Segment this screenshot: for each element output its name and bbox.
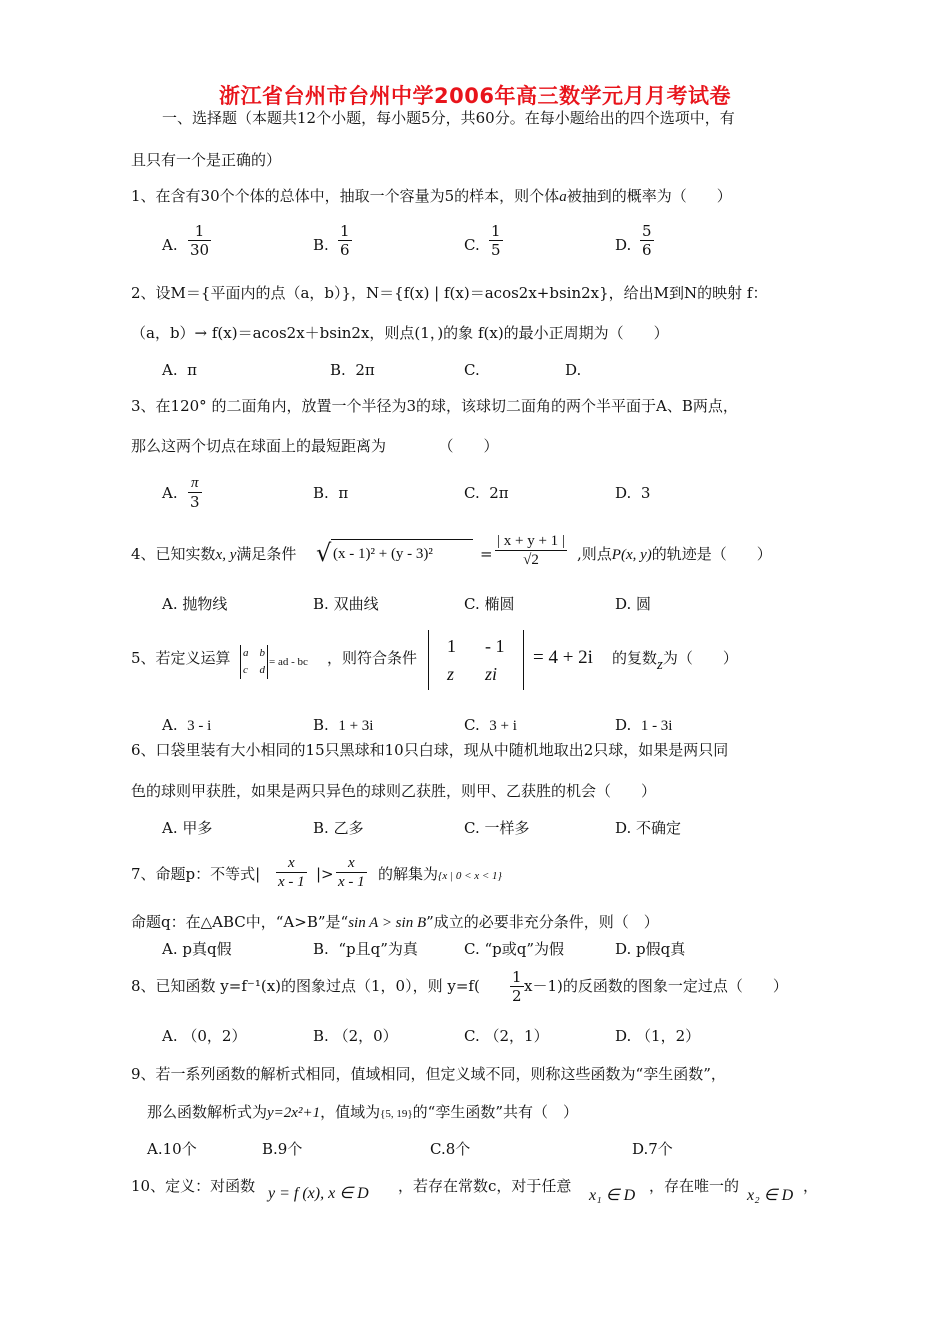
- option-value: 8个: [445, 1140, 471, 1158]
- question-2-line2: （a，b）→ f(x)＝acos2x＋bsin2x，则点(1，)的象 f(x)的最小正周期为（ ）: [131, 324, 669, 342]
- q9-line2a: 那么函数解析式为: [147, 1103, 268, 1121]
- q1-option-c-fraction: [489, 222, 503, 259]
- q2-option-d: [565, 360, 581, 380]
- option-label: D.: [615, 1027, 632, 1045]
- q5-option-c: [464, 715, 517, 736]
- option-label: B.: [313, 716, 329, 734]
- section-heading-line2: 且只有一个是正确的）: [131, 151, 282, 169]
- q7-mid: [378, 864, 502, 884]
- option-label: B.: [313, 819, 329, 837]
- q9-option-b: [262, 1139, 302, 1159]
- q3-option-b: [313, 483, 348, 503]
- option-value: （2，1）: [484, 1027, 549, 1045]
- option-value: 抛物线: [182, 595, 228, 613]
- option-label: D.: [615, 484, 632, 502]
- q4-option-b: [313, 594, 379, 614]
- q4-tail: [577, 544, 772, 565]
- option-value: 3 - i: [187, 718, 212, 734]
- option-value: 10个: [162, 1140, 197, 1158]
- option-label: C.: [464, 361, 480, 379]
- q1-option-a-fraction: [188, 222, 211, 259]
- option-value: （2，0）: [333, 1027, 398, 1045]
- q8-option-a: [162, 1026, 246, 1046]
- q3-option-a-fraction: [188, 474, 202, 511]
- q6-option-d: [615, 818, 681, 838]
- option-label: A.: [162, 940, 178, 958]
- option-value: 3 + i: [489, 718, 517, 734]
- q5-rhs: = 4 + 2i: [533, 647, 593, 668]
- q10-x1: x₁ ∈ D: [589, 1187, 636, 1204]
- option-label: C.: [464, 1027, 480, 1045]
- q5-prefix: 5、若定义运算: [131, 649, 231, 667]
- q5-tail: [612, 648, 738, 673]
- q4-fraction: [495, 532, 567, 569]
- q4-option-c: [464, 594, 515, 614]
- q7-line2b: ”成立的必要非充分条件，则（ ）: [426, 913, 659, 931]
- question-6-line2: 色的球则甲获胜，如果是两只异色的球则乙获胜，则甲、乙获胜的机会（ ）: [131, 782, 657, 800]
- fraction-numerator: 1: [340, 222, 350, 240]
- q3-option-d: [615, 483, 650, 503]
- option-label: D.: [565, 361, 582, 379]
- q8-option-b: [313, 1026, 398, 1046]
- option-value: 甲多: [182, 819, 213, 837]
- fraction-denominator: 2: [512, 987, 522, 1005]
- q6-option-c: [464, 818, 530, 838]
- q8-tail: x－1)的反函数的图象一定过点（ ）: [524, 977, 788, 995]
- fraction-denominator: x - 1: [278, 874, 305, 890]
- option-label: B.: [262, 1140, 278, 1158]
- q10-func: y = f (x), x ∈ D: [268, 1185, 369, 1202]
- option-value: 9个: [277, 1140, 303, 1158]
- q5-option-b: [313, 715, 373, 736]
- option-label: C.: [464, 819, 480, 837]
- option-value: π: [187, 361, 198, 379]
- fraction-denominator: 5: [491, 241, 501, 259]
- q1-option-c-label: C.: [464, 236, 480, 254]
- q9-option-a: [147, 1139, 197, 1159]
- q5-option-a: [162, 715, 211, 736]
- option-label: D.: [615, 940, 632, 958]
- q1-option-d-label: D.: [615, 236, 632, 254]
- option-label: C.: [430, 1140, 446, 1158]
- q7-line2m: sin A > sin B: [348, 915, 427, 931]
- option-label: B.: [330, 361, 346, 379]
- option-label: A.: [162, 595, 178, 613]
- q7-fraction-2: [336, 854, 367, 891]
- sqrt-overline: [331, 539, 473, 540]
- q5-tail1: 的复数: [612, 649, 658, 667]
- q1-option-b-fraction: [338, 222, 352, 259]
- q7-mid-text: 的解集为: [378, 865, 439, 883]
- det-cell: c: [243, 664, 248, 676]
- fraction-denominator: 6: [340, 241, 350, 259]
- option-value: 乙多: [333, 819, 364, 837]
- q5-small-determinant: [240, 645, 268, 679]
- fraction-numerator: x: [347, 855, 355, 871]
- fraction-denominator: 30: [190, 241, 210, 259]
- q7-option-a: [162, 939, 232, 959]
- q9-line2b: ，值域为: [320, 1103, 381, 1121]
- q6-option-b: [313, 818, 364, 838]
- option-value: 2π: [489, 484, 509, 502]
- option-value: p假q真: [636, 940, 686, 958]
- q7-option-c: [464, 939, 564, 959]
- question-2-line1: 2、设M＝{平面内的点（a，b）}，N＝{f(x) | f(x)＝acos2x+bsin2x}，给出M到N的映射 f：: [131, 284, 768, 302]
- q7-operator: |>: [316, 865, 334, 883]
- fraction-denominator: x - 1: [338, 874, 365, 890]
- q5-tail2: 为（ ）: [662, 649, 738, 667]
- q2-option-c: [464, 360, 480, 380]
- option-label: B.: [313, 940, 329, 958]
- q3-option-c: [464, 483, 509, 503]
- option-label: A.: [162, 819, 178, 837]
- q4-prefix-text: 4、已知实数: [131, 545, 216, 563]
- option-value: 一样多: [484, 819, 530, 837]
- q4-point: P(x, y): [611, 547, 652, 563]
- q7-fraction-1: [276, 854, 307, 891]
- det-cell: - 1: [485, 636, 505, 656]
- option-value: “p或q”为假: [484, 940, 565, 958]
- fraction-denominator: √2: [523, 552, 539, 568]
- q5-small-eq: = ad - bc: [269, 656, 308, 668]
- option-value: 3: [640, 484, 651, 502]
- fraction-numerator: 1: [194, 222, 205, 240]
- q10-prefix: 10、定义：对函数: [131, 1177, 256, 1195]
- q8-option-c: [464, 1026, 549, 1046]
- det-cell: b: [259, 647, 265, 659]
- question-6-line1: 6、口袋里装有大小相同的15只黑球和10只白球，现从中随机地取出2只球，如果是两只同: [131, 741, 729, 759]
- q1-var: a: [559, 189, 567, 205]
- q5-mid: ，则符合条件: [327, 649, 418, 667]
- q4-tail-text: 的轨迹是（ ）: [651, 545, 772, 563]
- q2-option-a: [162, 360, 197, 380]
- q2-option-b: [330, 360, 375, 380]
- det-cell: 1: [447, 636, 456, 656]
- q10-end: ，: [803, 1177, 819, 1195]
- option-label: C.: [464, 595, 480, 613]
- option-label: B.: [313, 484, 329, 502]
- fraction-numerator: 1: [491, 222, 501, 240]
- option-label: A.: [162, 716, 178, 734]
- option-value: 不确定: [636, 819, 682, 837]
- q7-option-b: [313, 939, 418, 959]
- question-9-line1: 9、若一系列函数的解析式相同，值域相同，但定义域不同，则称这些函数为“孪生函数”，: [131, 1065, 726, 1083]
- q1-option-a-label: A.: [162, 236, 178, 254]
- option-label: D.: [615, 595, 632, 613]
- q4-equals: =: [480, 545, 493, 563]
- option-label: C.: [464, 940, 480, 958]
- q7-prefix: 7、命题p：不等式|: [131, 865, 261, 883]
- q10-x2: x₂ ∈ D: [747, 1187, 794, 1204]
- option-label: D.: [615, 716, 632, 734]
- q5-option-d: [615, 715, 672, 736]
- det-cell: zi: [485, 664, 498, 684]
- q10-mid2: ，存在唯一的: [649, 1177, 740, 1195]
- option-label: C.: [464, 484, 480, 502]
- q8-prefix: 8、已知函数 y=f⁻¹(x)的图象过点（1，0），则 y=f(: [131, 977, 480, 995]
- option-value: （1，2）: [636, 1027, 701, 1045]
- fraction-numerator: 5: [642, 222, 652, 240]
- fraction-numerator: π: [191, 475, 199, 491]
- q1-option-b-label: B.: [313, 236, 329, 254]
- option-label: B.: [313, 1027, 329, 1045]
- q1-tail: 被抽到的概率为（ ）: [566, 187, 732, 205]
- option-value: （0，2）: [182, 1027, 247, 1045]
- q5-z: z: [657, 657, 663, 673]
- question-1: [131, 186, 732, 207]
- q4-cond: 满足条件: [236, 545, 297, 563]
- question-3-line1: 3、在120° 的二面角内，放置一个半径为3的球，该球切二面角的两个半平面于A、B两点，: [131, 397, 738, 415]
- fraction-denominator: 6: [642, 241, 652, 259]
- q1-option-d-fraction: [640, 222, 654, 259]
- det-cell: d: [259, 664, 265, 676]
- q9-line2s: {5, 19}: [380, 1108, 413, 1120]
- q7-line2a: 命题q：在△ABC中，“A>B”是“: [131, 913, 349, 931]
- q5-determinant: [428, 630, 524, 690]
- option-value: 圆: [636, 595, 652, 613]
- det-cell: z: [447, 664, 455, 684]
- option-value: 7个: [648, 1140, 673, 1158]
- q7-option-d: [615, 939, 685, 959]
- q4-option-d: [615, 594, 651, 614]
- option-value: 双曲线: [333, 595, 379, 613]
- q4-radicand: (x - 1)² + (y - 3)²: [333, 546, 433, 562]
- q4-option-a: [162, 594, 227, 614]
- fraction-numerator: | x + y + 1 |: [497, 533, 565, 549]
- option-value: 1 - 3i: [640, 718, 673, 734]
- q10-mid: ，若存在常数c，对于任意: [398, 1177, 572, 1195]
- fraction-denominator: 3: [190, 493, 200, 511]
- q7-line2: [131, 912, 659, 933]
- option-value: p真q假: [182, 940, 232, 958]
- option-label: D.: [615, 819, 632, 837]
- option-label: A.: [162, 361, 178, 379]
- option-label: C.: [464, 716, 480, 734]
- q9-option-d: [632, 1139, 673, 1159]
- q7-set: {x | 0 < x < 1}: [438, 870, 502, 882]
- option-label: A.: [147, 1140, 163, 1158]
- option-value: “p且q”为真: [338, 940, 418, 958]
- exam-title: 浙江省台州市台州中学2006年高三数学元月月考试卷: [219, 84, 731, 108]
- q6-option-a: [162, 818, 212, 838]
- q4-mid: ,则点: [577, 545, 612, 563]
- fraction-numerator: 1: [512, 968, 522, 986]
- option-label: D.: [632, 1140, 649, 1158]
- q9-line2m: y=2x²+1: [267, 1105, 321, 1121]
- q9-option-c: [430, 1139, 470, 1159]
- q1-text: 1、在含有30个个体的总体中，抽取一个容量为5的样本，则个体: [131, 187, 560, 205]
- section-heading-line1: 一、选择题（本题共12个小题，每小题5分，共60分。在每小题给出的四个选项中，有: [162, 109, 735, 127]
- fraction-numerator: x: [287, 855, 295, 871]
- option-value: 1 + 3i: [338, 718, 374, 734]
- option-value: 椭圆: [484, 595, 515, 613]
- q9-line2c: 的“孪生函数”共有（ ）: [412, 1103, 578, 1121]
- q8-fraction: [510, 968, 524, 1005]
- option-value: π: [338, 484, 349, 502]
- option-value: 2π: [355, 361, 375, 379]
- sqrt-sign: √: [316, 539, 332, 567]
- q4-vars: x, y: [215, 547, 237, 563]
- option-label: A.: [162, 1027, 178, 1045]
- q4-prefix: [131, 544, 296, 565]
- question-3-line2: 那么这两个切点在球面上的最短距离为 （ ）: [131, 437, 499, 455]
- q8-option-d: [615, 1026, 700, 1046]
- option-label: B.: [313, 595, 329, 613]
- question-9-line2: [147, 1102, 578, 1123]
- q3-option-a-label: A.: [162, 484, 178, 502]
- det-cell: a: [243, 647, 249, 659]
